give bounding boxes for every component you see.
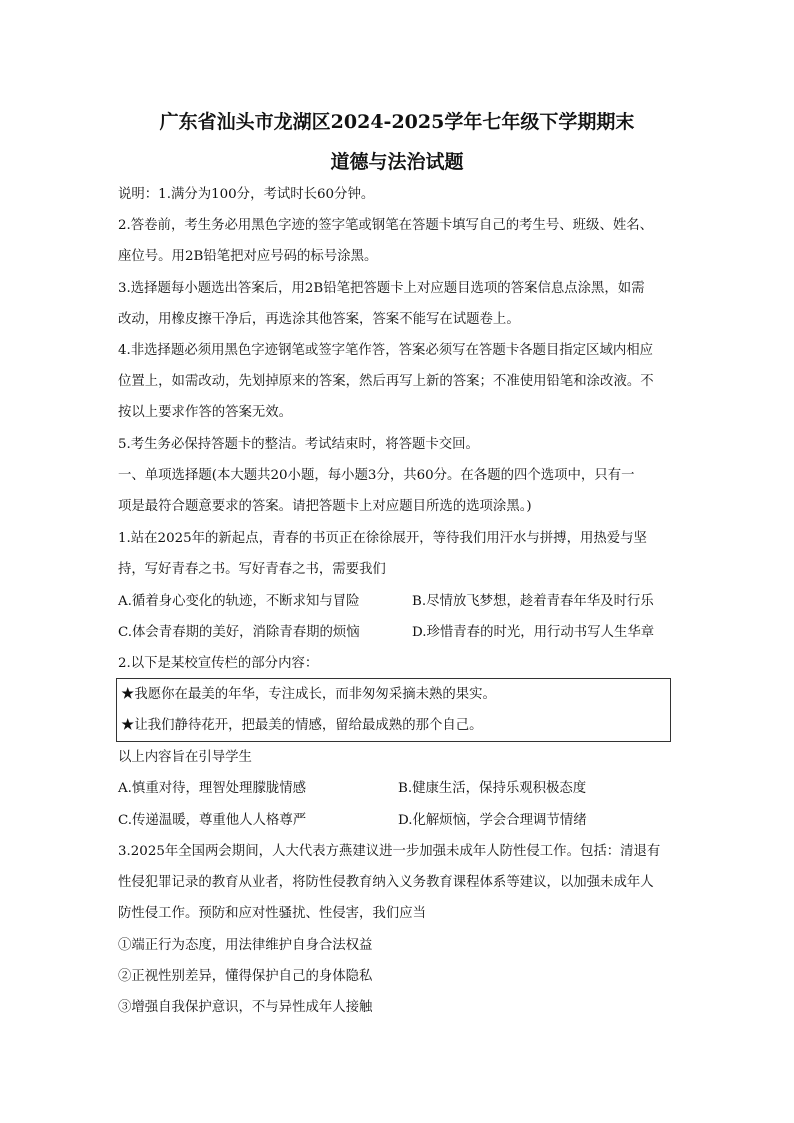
instruction-line: 2.答卷前，考生务必用黑色字迹的签字笔或钢笔在答题卡填写自己的考生号、班级、姓名、: [118, 218, 654, 233]
instruction-line: 5.考生务必保持答题卡的整洁。考试结束时，将答题卡交回。: [118, 437, 479, 452]
instruction-line: 位置上，如需改动，先划掉原来的答案，然后再写上新的答案；不准使用铅笔和涂改液。不: [118, 374, 654, 389]
question-3-stem: 3.2025年全国两会期间，人大代表方燕建议进一步加强未成年人防性侵工作。包括：清退有: [118, 844, 661, 859]
q1-option-a: A.循着身心变化的轨迹，不断求知与冒险: [118, 594, 360, 609]
question-2-stem: 以上内容旨在引导学生: [118, 750, 252, 765]
q3-statement-1: ①端正行为态度，用法律维护自身合法权益: [118, 938, 373, 953]
q2-option-b: B.健康生活，保持乐观积极态度: [398, 781, 587, 796]
bulletin-board-box: [116, 678, 671, 742]
instruction-line: 改动，用橡皮擦干净后，再选涂其他答案，答案不能写在试题卷上。: [118, 312, 520, 327]
instruction-line: 座位号。用2B铅笔把对应号码的标号涂黑。: [118, 249, 378, 264]
section-heading: 一、单项选择题(本大题共20小题，每小题3分，共60分。在各题的四个选项中，只有一: [118, 468, 635, 483]
question-1-stem: 持，写好青春之书。写好青春之书，需要我们: [118, 562, 386, 577]
instruction-line: 3.选择题每小题选出答案后，用2B铅笔把答题卡上对应题目选项的答案信息点涂黑，如需: [118, 281, 645, 296]
instruction-line: 4.非选择题必须用黑色字迹钢笔或签字笔作答，答案必须写在答题卡各题目指定区域内相应: [118, 343, 654, 358]
section-heading: 项是最符合题意要求的答案。请把答题卡上对应题目所选的选项涂黑。): [118, 499, 532, 514]
exam-title-line2: 道德与法治试题: [330, 151, 464, 173]
q2-option-d: D.化解烦恼，学会合理调节情绪: [398, 813, 587, 828]
exam-title-line1: 广东省汕头市龙湖区2024-2025学年七年级下学期期末: [159, 111, 635, 133]
bulletin-line: ★我愿你在最美的年华，专注成长，而非匆匆采摘未熟的果实。: [121, 687, 496, 702]
bulletin-line: ★让我们静待花开，把最美的情感，留给最成熟的那个自己。: [121, 718, 483, 733]
instruction-line: 按以上要求作答的答案无效。: [118, 405, 293, 420]
question-2-stem: 2.以下是某校宣传栏的部分内容：: [118, 656, 319, 671]
q2-option-c: C.传递温暖，尊重他人人格尊严: [118, 813, 307, 828]
instruction-line: 说明：1.满分为100分，考试时长60分钟。: [118, 187, 375, 202]
q3-statement-2: ②正视性别差异，懂得保护自己的身体隐私: [118, 969, 373, 984]
question-1-stem: 1.站在2025年的新起点，青春的书页正在徐徐展开，等待我们用汗水与拼搏，用热爱与坚: [118, 531, 647, 546]
question-3-stem: 性侵犯罪记录的教育从业者，将防性侵教育纳入义务教育课程体系等建议，以加强未成年人: [118, 875, 654, 890]
question-3-stem: 防性侵工作。预防和应对性骚扰、性侵害，我们应当: [118, 906, 426, 921]
q1-option-b: B.尽情放飞梦想，趁着青春年华及时行乐: [412, 594, 654, 609]
q1-option-c: C.体会青春期的美好，消除青春期的烦恼: [118, 625, 360, 640]
q1-option-d: D.珍惜青春的时光，用行动书写人生华章: [412, 625, 655, 640]
q3-statement-3: ③增强自我保护意识，不与异性成年人接触: [118, 1000, 373, 1015]
q2-option-a: A.慎重对待，理智处理朦胧情感: [118, 781, 307, 796]
